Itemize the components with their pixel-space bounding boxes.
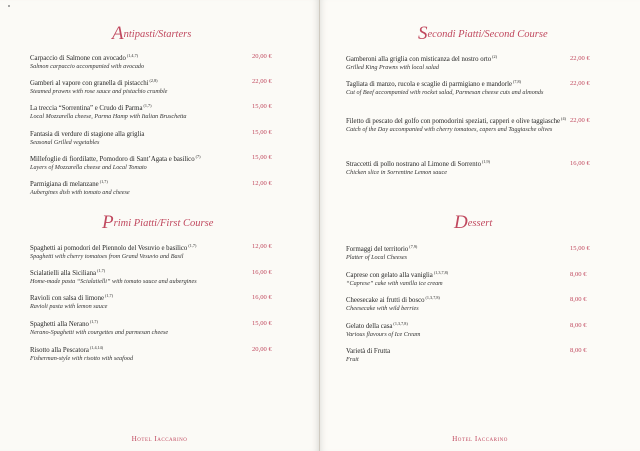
hotel-footer: Hotel Iaccarino	[131, 435, 188, 443]
page-mark	[8, 5, 10, 7]
item-name: Millefoglie di fiordilatte, Pomodoro di Sant’Agata e basilico	[30, 156, 195, 163]
item-description: Platter of Local Cheeses	[346, 254, 408, 262]
item-description: Chicken slice in Sorrentine Lemon sauce	[346, 169, 447, 177]
item-price: 22,00 €	[570, 117, 590, 124]
item-name: Cheesecake ai frutti di bosco	[346, 297, 425, 304]
item-price: 15,00 €	[252, 320, 272, 327]
item-price: 20,00 €	[252, 346, 272, 353]
item-allergens: (1,7)	[105, 293, 114, 298]
item-allergens: (1,3,7,8)	[425, 295, 440, 300]
item-name: Varietà di Frutta	[346, 348, 391, 355]
item-name: Risotto alla Pescatora	[30, 347, 89, 354]
title-initial: S	[418, 23, 428, 44]
menu-item	[346, 115, 586, 134]
item-name: Parmigiana di melanzane	[30, 181, 99, 188]
item-description: Home-made pasta “Scialatielli” with tomato sauce and aubergines	[30, 278, 197, 286]
menu-item	[30, 52, 270, 71]
item-name: Spaghetti ai pomodori del Piennolo del Vesuvio e basilico	[30, 245, 188, 252]
menu-item	[30, 267, 270, 286]
item-name: Straccetti di pollo nostrano al Limone di Sorrento	[346, 161, 481, 168]
item-price: 15,00 €	[570, 245, 590, 252]
item-price: 15,00 €	[252, 154, 272, 161]
item-price: 12,00 €	[252, 180, 272, 187]
menu-item	[346, 320, 586, 339]
title-text: econdi Piatti/Second Course	[427, 29, 548, 40]
menu-item	[30, 242, 270, 261]
item-price: 22,00 €	[252, 78, 272, 85]
item-allergens: (7,8)	[512, 79, 522, 84]
menu-item	[346, 269, 586, 288]
item-name: Carpaccio di Salmone con avocado	[30, 55, 126, 62]
section-title-second-course	[418, 24, 548, 43]
item-description: Salmon carpaccio accompanied with avocado	[30, 63, 145, 71]
item-description: Layers of Mozzarella cheese and Local Tomato	[30, 164, 147, 172]
title-text: rimi Piatti/First Course	[113, 218, 214, 229]
menu-item	[30, 178, 270, 197]
item-price: 15,00 €	[252, 103, 272, 110]
item-description: Nerano-Spaghetti with courgettes and parmesan cheese	[30, 329, 169, 337]
item-allergens: (1,7)	[188, 243, 197, 248]
item-name: Gelato della casa	[346, 323, 393, 330]
hotel-footer: Hotel Iaccarino	[452, 435, 508, 443]
menu-item	[30, 77, 270, 96]
item-price: 16,00 €	[252, 294, 272, 301]
item-name: Gamberi al vapore con granella di pistacchi	[30, 80, 149, 87]
item-name: Fantasia di verdure di stagione alla griglia	[30, 131, 145, 138]
item-description: Ravioli pasta with lemon sauce	[30, 303, 108, 311]
menu-item	[346, 53, 586, 72]
menu-item	[30, 102, 270, 121]
item-price: 8,00 €	[570, 322, 587, 329]
item-name: Filetto di pescato del golfo con pomodorini speziati, capperi e olive taggiasche	[346, 118, 561, 125]
item-name: Tagliata di manzo, rucola e scaglie di parmigiano e mandorle	[346, 81, 512, 88]
item-name: Ravioli con salsa di limone	[30, 295, 104, 302]
item-allergens: (1,3,7,8)	[433, 270, 449, 275]
item-description: Fruit	[346, 356, 359, 364]
item-name: Caprese con gelato alla vaniglia	[346, 272, 433, 279]
item-name: Scialatielli alla Siciliana	[30, 270, 97, 277]
menu-item	[30, 344, 270, 363]
title-text: ntipasti/Starters	[123, 29, 192, 40]
item-allergens: (7)	[195, 154, 201, 159]
item-price: 20,00 €	[252, 53, 272, 60]
section-title-starters	[112, 24, 191, 43]
item-price: 22,00 €	[570, 80, 590, 87]
item-description: Steamed prawns with rose sauce and pistachio crumble	[30, 88, 168, 96]
item-allergens: (1,7)	[97, 268, 106, 273]
item-allergens: (1,3,7,8)	[393, 321, 408, 326]
item-allergens: (1,4,7)	[126, 53, 139, 58]
item-description: Local Mozzarella cheese, Parma Hamp with Italian Bruschetta	[30, 113, 187, 121]
item-description: Various flavours of Ice Cream	[346, 331, 421, 339]
item-name: Gamberoni alla griglia con misticanza del nostro orto	[346, 56, 492, 63]
item-allergens: (4)	[561, 116, 566, 121]
item-allergens: (1,7)	[89, 319, 98, 324]
item-description: Catch of the Day accompanied with cherry tomatoes, capers and Taggiasche olives	[346, 126, 553, 134]
menu-item	[346, 158, 586, 177]
menu-item	[346, 294, 586, 313]
item-price: 16,00 €	[570, 160, 590, 167]
menu-item	[30, 153, 270, 172]
title-initial: D	[454, 212, 468, 233]
item-allergens: (1,7)	[143, 103, 152, 108]
item-price: 8,00 €	[570, 347, 587, 354]
item-price: 12,00 €	[252, 243, 272, 250]
item-description: Fisherman-style with risotto with seafood	[30, 355, 134, 363]
item-name: La treccia “Sorrentina” e Crudo di Parma	[30, 105, 143, 112]
item-allergens: (1,7)	[99, 179, 108, 184]
item-price: 16,00 €	[252, 269, 272, 276]
item-description: “Caprese” cake with vanilla ice cream	[346, 280, 443, 288]
menu-item	[30, 318, 270, 337]
item-name: Spaghetti alla Nerano	[30, 321, 89, 328]
menu-item	[346, 345, 586, 364]
menu-item	[346, 78, 586, 97]
item-price: 8,00 €	[570, 296, 587, 303]
item-allergens: (7,9)	[409, 244, 418, 249]
item-allergens: (1,9)	[481, 159, 490, 164]
menu-item	[30, 292, 270, 311]
item-description: Cut of Beef accompanied with rocket salad, Parmesan cheese cuts and almonds	[346, 89, 544, 97]
item-allergens: (2,8)	[149, 78, 158, 83]
title-initial: P	[102, 212, 114, 233]
section-title-first-course	[102, 213, 213, 232]
item-description: Seasonal Grilled vegetables	[30, 139, 100, 147]
item-price: 8,00 €	[570, 271, 587, 278]
menu-item	[30, 128, 270, 147]
item-description: Spaghetti with cherry tomatoes from Grand Vesuvio and Basil	[30, 253, 184, 261]
right-page	[320, 0, 640, 451]
item-description: Cheesecake with wild berries	[346, 305, 419, 313]
item-allergens: (1,4,14)	[89, 345, 104, 350]
item-price: 15,00 €	[252, 129, 272, 136]
item-description: Grilled King Prawns with local salad	[346, 64, 439, 72]
item-description: Aubergines dish with tomato and cheese	[30, 189, 130, 197]
section-title-dessert	[454, 213, 492, 232]
title-text: essert	[467, 218, 493, 229]
menu-item	[346, 243, 586, 262]
item-name: Formaggi del territorio	[346, 246, 409, 253]
item-allergens: (2)	[492, 54, 498, 59]
item-price: 22,00 €	[570, 55, 590, 62]
title-initial: A	[112, 23, 124, 44]
